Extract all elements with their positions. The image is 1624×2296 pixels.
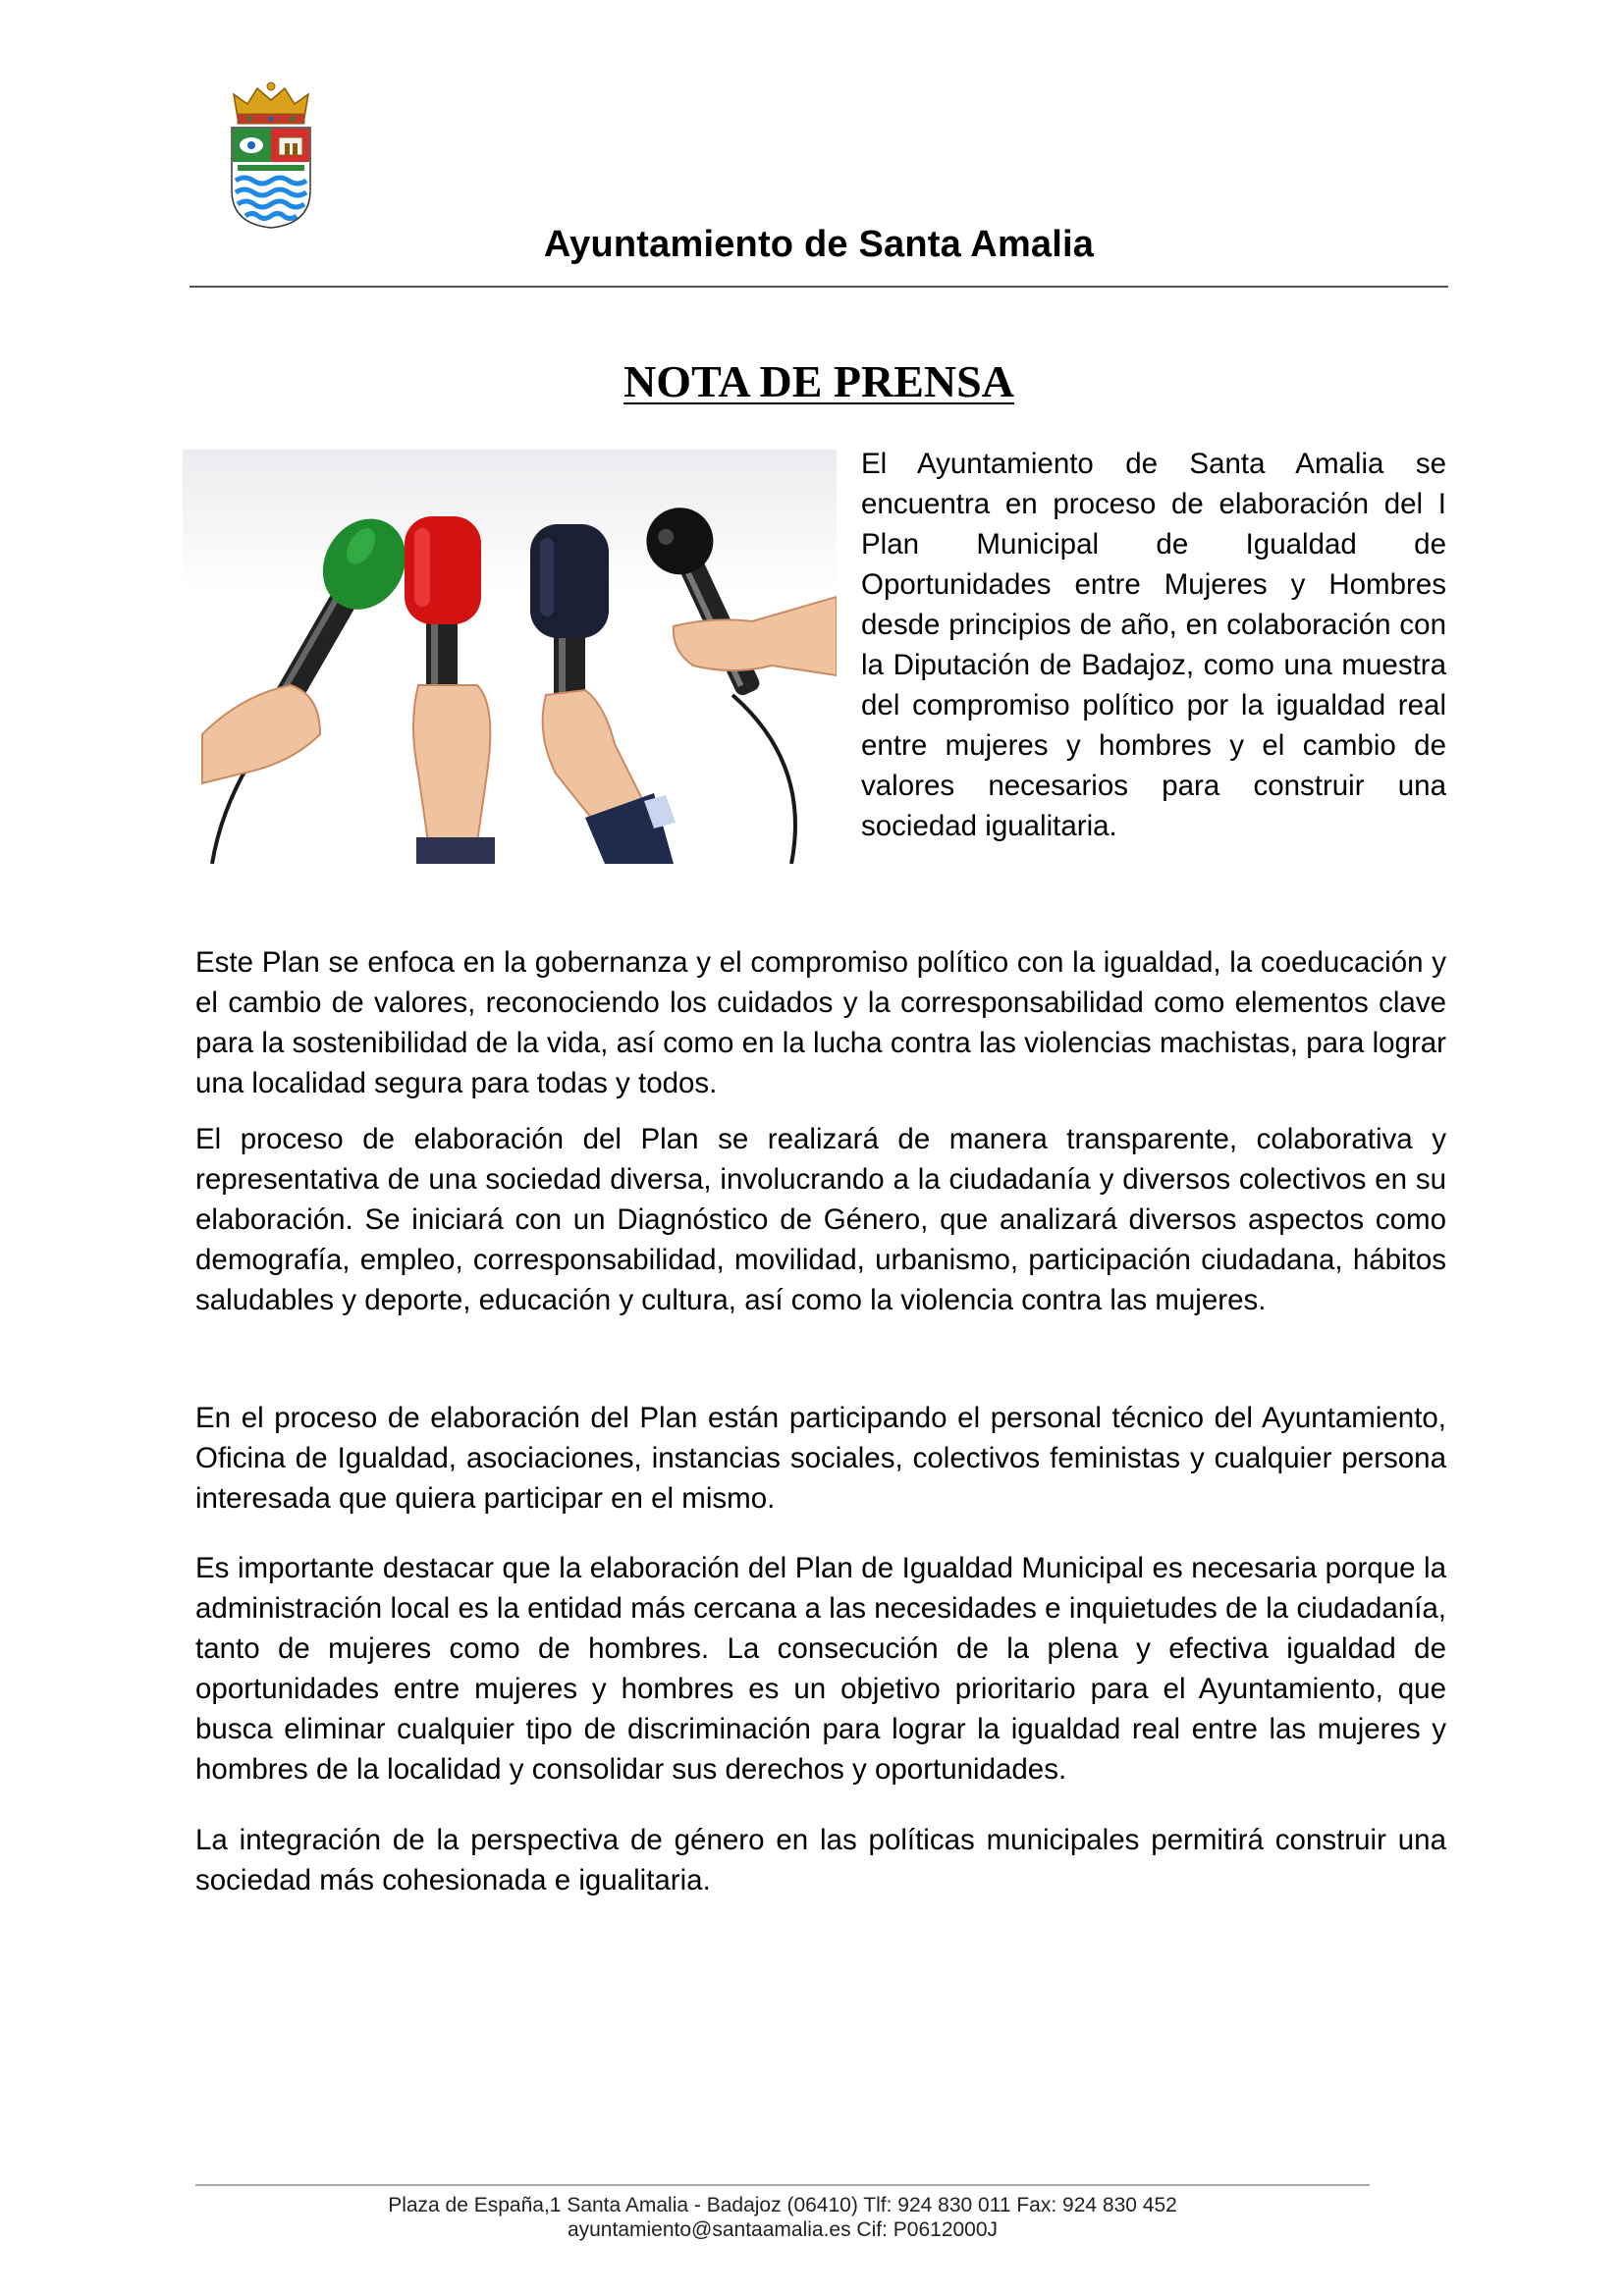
organization-name: Ayuntamiento de Santa Amalia	[543, 224, 1095, 265]
microphones-photo	[183, 450, 837, 864]
paragraph-1: Este Plan se enfoca en la gobernanza y el compromiso político con la igualdad, la coeducación y el cambio de valores, reconociendo los cuidados y la corresponsabilidad como elementos clave para la sostenibilidad de la vida, así como en la lucha contra las violencias machistas, para lograr una localidad segura para todas y todos.	[195, 946, 1446, 1099]
document-heading: NOTA DE PRENSA	[623, 356, 1014, 406]
footer-divider	[195, 2184, 1370, 2186]
header-divider	[189, 286, 1448, 288]
paragraph-4: Es importante destacar que la elaboración del Plan de Igualdad Municipal es necesaria porque la administración local es la entidad más cercana a las necesidades e inquietudes de la ciudadanía, tanto de mujeres como de hombres. La consecución de la plena y efectiva igualdad de oportunidades entre mujeres y hombres es un objetivo prioritario para el Ayuntamiento, que busca eliminar cualquier tipo de discriminación para lograr la igualdad real entre las mujeres y hombres de la localidad y consolidar sus derechos y oportunidades.	[195, 1552, 1446, 1786]
footer-address: Plaza de España,1 Santa Amalia - Badajoz (06410) Tlf: 924 830 011 Fax: 924 830 452	[388, 2194, 1177, 2216]
paragraph-5: La integración de la perspectiva de género en las políticas municipales permitirá construir una sociedad más cohesionada e igualitaria.	[195, 1824, 1446, 1896]
paragraph-3: En el proceso de elaboración del Plan están participando el personal técnico del Ayuntamiento, Oficina de Igualdad, asociaciones, instancias sociales, colectivos feministas y cualquier persona interesada que quiera participar en el mismo.	[195, 1402, 1446, 1515]
intro-paragraph: El Ayuntamiento de Santa Amalia se encuentra en proceso de elaboración del I Plan Municipal de Igualdad de Oportunidades entre Mujeres y Hombres desde principios de año, en colaboración con la Diputación de Badajoz, como una muestra del compromiso político por la igualdad real entre mujeres y hombres y el cambio de valores necesarios para construir una sociedad igualitaria.	[861, 448, 1446, 842]
coat-of-arms-icon	[228, 80, 314, 230]
footer-contact: ayuntamiento@santaamalia.es Cif: P0612000J	[567, 2218, 999, 2241]
paragraph-2: El proceso de elaboración del Plan se realizará de manera transparente, colaborativa y representativa de una sociedad diversa, involucrando a la ciudadanía y diversos colectivos en su elaboración. Se iniciará con un Diagnóstico de Género, que analizará diversos aspectos como demografía, empleo, corresponsabilidad, movilidad, urbanismo, participación ciudadana, hábitos saludables y deporte, educación y cultura, así como la violencia contra las mujeres.	[195, 1123, 1446, 1316]
